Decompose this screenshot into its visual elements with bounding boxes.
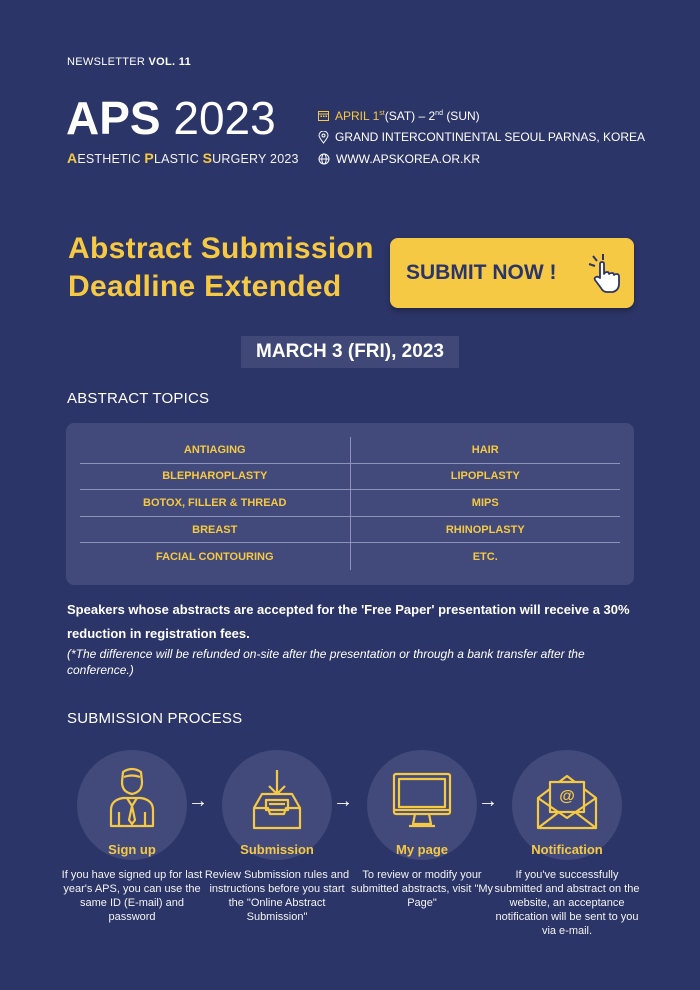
submit-now-button[interactable]: [390, 238, 634, 308]
event-info: [318, 104, 645, 170]
step-arrow-3: →: [478, 790, 498, 812]
speaker-discount-notice: Speakers whose abstracts are accepted for the 'Free Paper' presentation will receive a 30% reduction in registration fees.: [67, 602, 630, 641]
topic-cell: LIPOPLASTY: [450, 470, 520, 483]
topic-cell: BLEPHAROPLASTY: [80, 464, 351, 490]
step-mypage-description: To review or modify your submitted abstracts, visit "My Page": [350, 869, 494, 909]
step-arrow-1: →: [188, 790, 208, 812]
event-date-row: [318, 104, 645, 126]
refund-note: (*The difference will be refunded on-site after the presentation or through a bank transfer after the conference.): [67, 647, 585, 677]
deadline-date: MARCH 3 (FRI), 2023: [241, 336, 459, 368]
topic-cell: BOTOX, FILLER & THREAD: [80, 490, 351, 516]
topic-cell: HAIR: [471, 443, 499, 456]
newsletter-volume: VOL. 11: [148, 56, 191, 68]
step-submission-label: Submission: [240, 842, 314, 857]
pointing-hand-icon: [586, 252, 626, 294]
topic-cell: ETC.: [472, 550, 498, 563]
event-website-link[interactable]: WWW.APSKOREA.OR.KR: [336, 152, 481, 166]
table-row: [80, 517, 620, 544]
submit-now-label: SUBMIT NOW !: [406, 261, 557, 284]
step-signup-label: Sign up: [108, 842, 156, 857]
topic-cell: BREAST: [80, 517, 351, 543]
deadline-headline: Abstract Submission Deadline Extended: [68, 232, 374, 303]
calendar-icon: [318, 110, 329, 121]
table-row: [80, 464, 620, 491]
event-venue: GRAND INTERCONTINENTAL SEOUL PARNAS, KOREA: [335, 130, 646, 144]
event-year: 2023: [173, 92, 276, 144]
abstract-topics-title: ABSTRACT TOPICS: [67, 390, 210, 407]
event-brand: APS: [66, 92, 161, 144]
topic-cell: RHINOPLASTY: [445, 523, 525, 536]
svg-text:@: @: [559, 788, 575, 805]
table-row: [80, 437, 620, 464]
topic-cell: FACIAL CONTOURING: [80, 543, 351, 570]
event-date: APRIL 1st(SAT) – 2nd (SUN): [335, 109, 480, 123]
event-venue-row: [318, 126, 645, 148]
topic-cell: ANTIAGING: [80, 437, 351, 463]
step-arrow-2: →: [333, 790, 353, 812]
step-signup-description: If you have signed up for last year's APS, you can use the same ID (E-mail) and password: [61, 869, 203, 923]
location-pin-icon: [318, 131, 329, 144]
event-title: [66, 92, 276, 144]
step-notification-label: Notification: [531, 842, 603, 857]
submission-process-title: SUBMISSION PROCESS: [67, 710, 243, 727]
newsletter-label: [67, 56, 191, 68]
globe-icon: [318, 153, 330, 165]
event-website-row: [318, 148, 645, 170]
topic-cell: MIPS: [471, 496, 499, 509]
table-row: [80, 543, 620, 570]
step-notification-description: If you've successfully submitted and abstract on the website, an acceptance notification will be sent to you via e-mail.: [494, 869, 640, 937]
step-mypage-label: My page: [395, 842, 448, 857]
event-subtitle: AESTHETIC PLASTIC SURGERY 2023: [67, 150, 299, 166]
table-row: [80, 490, 620, 517]
newsletter-prefix: NEWSLETTER: [67, 56, 146, 68]
abstract-topics-panel: [66, 423, 634, 585]
step-submission-description: Review Submission rules and instructions before you start the "Online Abstract Submission": [204, 869, 350, 923]
topics-table: [80, 437, 620, 570]
